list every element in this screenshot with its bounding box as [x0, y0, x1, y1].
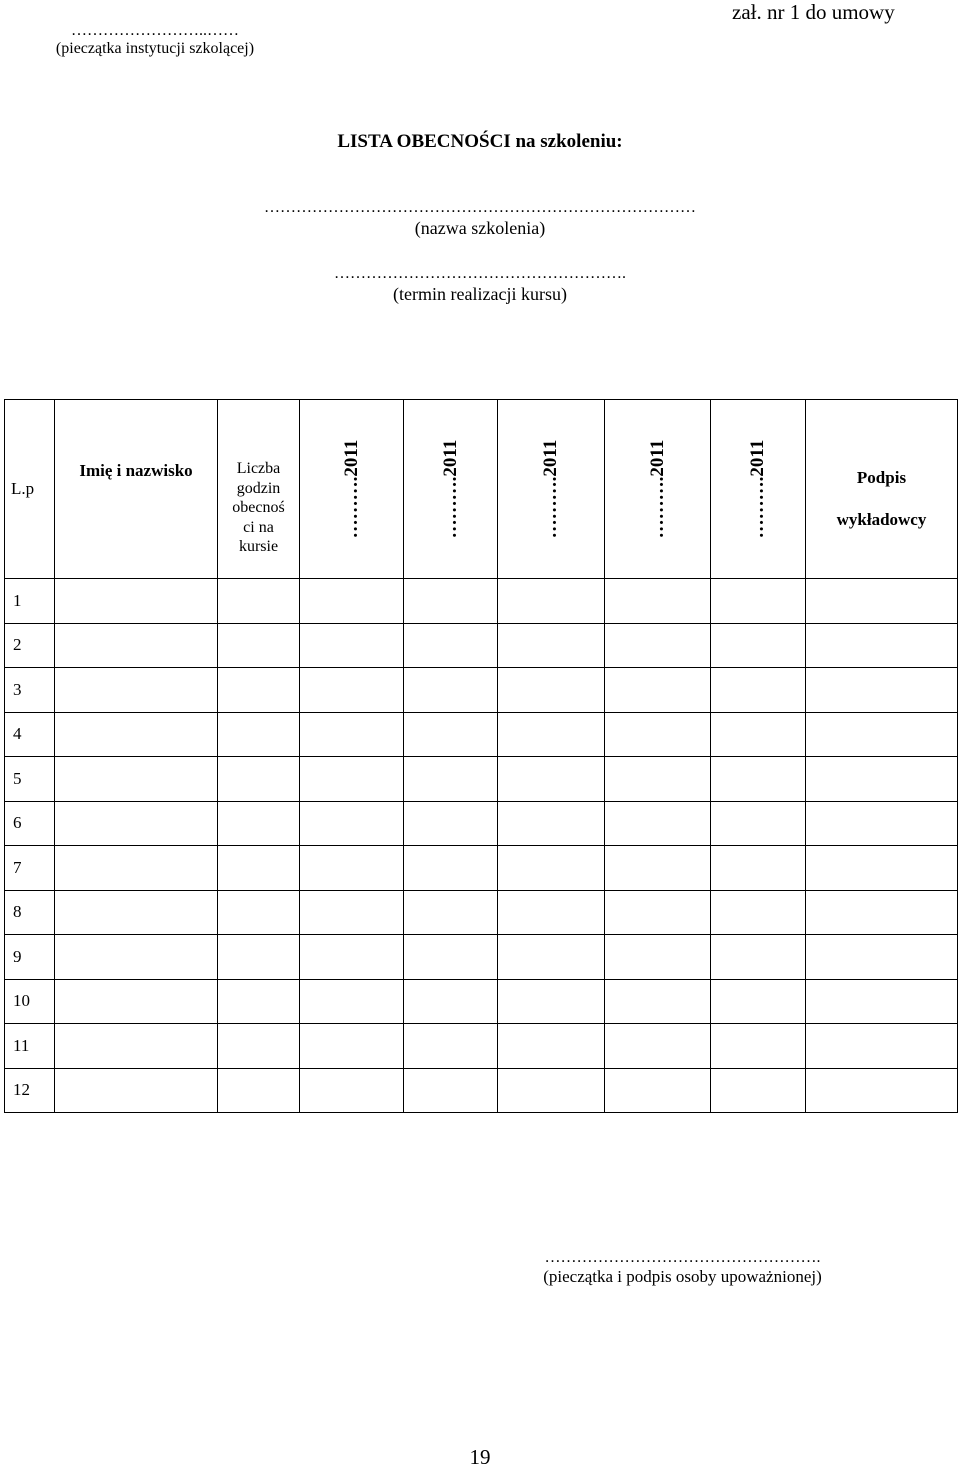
authorized-signature-label: (pieczątka i podpis osoby upoważnionej) [543, 1267, 822, 1286]
table-row [5, 979, 958, 1024]
empty-cell [806, 890, 958, 935]
empty-cell [404, 668, 498, 713]
empty-cell [498, 979, 605, 1024]
table-row [5, 935, 958, 980]
empty-cell [218, 1068, 300, 1113]
empty-cell [498, 623, 605, 668]
empty-cell [498, 846, 605, 891]
empty-cell [55, 890, 218, 935]
empty-cell [806, 712, 958, 757]
empty-cell [55, 846, 218, 891]
school-stamp-label: (pieczątka instytucji szkolącej) [55, 40, 255, 57]
empty-cell [55, 579, 218, 624]
empty-cell [711, 668, 806, 713]
empty-cell [498, 668, 605, 713]
empty-cell [806, 846, 958, 891]
empty-cell [806, 979, 958, 1024]
empty-cell [605, 668, 711, 713]
empty-cell [806, 757, 958, 802]
empty-cell [404, 1024, 498, 1069]
empty-cell [605, 979, 711, 1024]
table-row [5, 579, 958, 624]
header-hours-line: kursie [238, 538, 279, 555]
row-number: 9 [5, 935, 55, 980]
course-term-label: (termin realizacji kursu) [393, 284, 567, 304]
empty-cell [300, 979, 404, 1024]
empty-cell [404, 979, 498, 1024]
row-number: 7 [5, 846, 55, 891]
header-name [55, 400, 218, 579]
course-name-label: (nazwa szkolenia) [414, 218, 546, 238]
table-row [5, 668, 958, 713]
empty-cell [711, 801, 806, 846]
header-date-3 [498, 400, 605, 579]
empty-cell [404, 890, 498, 935]
empty-cell [498, 712, 605, 757]
empty-cell [300, 1024, 404, 1069]
table-row [5, 1024, 958, 1069]
header-date-4 [605, 400, 711, 579]
school-stamp-dots: ……………………..…… [71, 22, 239, 39]
empty-cell [404, 1068, 498, 1113]
header-date-2 [404, 400, 498, 579]
empty-cell [55, 668, 218, 713]
header-name-label: Imię i nazwisko [79, 461, 193, 480]
attendance-table [4, 399, 958, 1113]
empty-cell [498, 890, 605, 935]
empty-cell [404, 623, 498, 668]
date-label: ……….2011 [540, 439, 561, 539]
header-signature-label-1: Podpis [856, 468, 907, 487]
header-hours-line: obecnoś [232, 499, 285, 516]
course-name-dots: ……………………………………………………………………… [264, 199, 696, 216]
header-hours [218, 400, 300, 579]
table-row [5, 757, 958, 802]
date-label: ……….2011 [439, 439, 461, 539]
row-number: 6 [5, 801, 55, 846]
empty-cell [806, 1024, 958, 1069]
row-number: 1 [5, 579, 55, 624]
header-lp-label: L.p [11, 479, 35, 498]
empty-cell [711, 979, 806, 1024]
row-number: 12 [5, 1068, 55, 1113]
empty-cell [404, 801, 498, 846]
empty-cell [300, 1068, 404, 1113]
empty-cell [806, 623, 958, 668]
empty-cell [300, 935, 404, 980]
header-date-1 [300, 400, 404, 579]
date-label: ……….2011 [747, 439, 768, 539]
date-label: ……….2011 [646, 439, 668, 539]
empty-cell [300, 890, 404, 935]
empty-cell [605, 935, 711, 980]
empty-cell [498, 801, 605, 846]
empty-cell [711, 935, 806, 980]
empty-cell [404, 935, 498, 980]
empty-cell [605, 579, 711, 624]
empty-cell [218, 668, 300, 713]
empty-cell [404, 757, 498, 802]
table-row [5, 801, 958, 846]
row-number: 8 [5, 890, 55, 935]
empty-cell [806, 935, 958, 980]
empty-cell [711, 890, 806, 935]
table-row [5, 890, 958, 935]
header-hours-line: Liczba [236, 460, 281, 477]
empty-cell [218, 801, 300, 846]
annex-label: zał. nr 1 do umowy [732, 0, 895, 24]
empty-cell [806, 801, 958, 846]
header-hours-line: godzin [236, 479, 281, 497]
empty-cell [806, 579, 958, 624]
empty-cell [605, 1024, 711, 1069]
empty-cell [300, 757, 404, 802]
empty-cell [55, 1068, 218, 1113]
empty-cell [218, 846, 300, 891]
empty-cell [806, 1068, 958, 1113]
empty-cell [218, 890, 300, 935]
empty-cell [218, 757, 300, 802]
row-number: 11 [5, 1024, 55, 1069]
header-signature [806, 400, 958, 579]
table-row [5, 712, 958, 757]
empty-cell [498, 1068, 605, 1113]
empty-cell [300, 579, 404, 624]
empty-cell [55, 757, 218, 802]
row-number: 5 [5, 757, 55, 802]
empty-cell [806, 668, 958, 713]
empty-cell [711, 712, 806, 757]
date-label: ……….2011 [340, 439, 362, 539]
empty-cell [498, 579, 605, 624]
table-row [5, 623, 958, 668]
empty-cell [605, 757, 711, 802]
school-stamp-block [30, 22, 280, 58]
empty-cell [605, 846, 711, 891]
empty-cell [711, 1024, 806, 1069]
empty-cell [55, 1024, 218, 1069]
empty-cell [218, 712, 300, 757]
empty-cell [218, 1024, 300, 1069]
empty-cell [711, 757, 806, 802]
empty-cell [55, 623, 218, 668]
empty-cell [300, 623, 404, 668]
table-row [5, 1068, 958, 1113]
header-lp [5, 400, 55, 579]
empty-cell [300, 846, 404, 891]
row-number: 10 [5, 979, 55, 1024]
empty-cell [300, 712, 404, 757]
row-number: 3 [5, 668, 55, 713]
empty-cell [404, 846, 498, 891]
table-header-row [5, 400, 958, 579]
empty-cell [605, 712, 711, 757]
empty-cell [711, 579, 806, 624]
page-number: 19 [469, 1445, 491, 1469]
empty-cell [605, 1068, 711, 1113]
empty-cell [498, 1024, 605, 1069]
empty-cell [605, 801, 711, 846]
table-row [5, 846, 958, 891]
empty-cell [404, 712, 498, 757]
empty-cell [300, 668, 404, 713]
course-term-dots: ………………………………………………. [334, 265, 626, 282]
empty-cell [55, 712, 218, 757]
empty-cell [300, 801, 404, 846]
page-title: LISTA OBECNOŚCI na szkoleniu: [337, 131, 623, 152]
empty-cell [404, 579, 498, 624]
empty-cell [605, 623, 711, 668]
authorized-signature-dots: ……………………………………………. [544, 1249, 821, 1266]
empty-cell [55, 935, 218, 980]
empty-cell [711, 1068, 806, 1113]
empty-cell [498, 935, 605, 980]
row-number: 4 [5, 712, 55, 757]
empty-cell [605, 890, 711, 935]
header-signature-label-2: wykładowcy [836, 510, 927, 529]
header-date-5 [711, 400, 806, 579]
empty-cell [218, 579, 300, 624]
empty-cell [218, 935, 300, 980]
empty-cell [218, 979, 300, 1024]
authorized-signature-block [515, 1249, 850, 1287]
empty-cell [55, 801, 218, 846]
header-hours-line: ci na [243, 518, 274, 536]
row-number: 2 [5, 623, 55, 668]
empty-cell [218, 623, 300, 668]
empty-cell [711, 846, 806, 891]
empty-cell [498, 757, 605, 802]
empty-cell [55, 979, 218, 1024]
empty-cell [711, 623, 806, 668]
